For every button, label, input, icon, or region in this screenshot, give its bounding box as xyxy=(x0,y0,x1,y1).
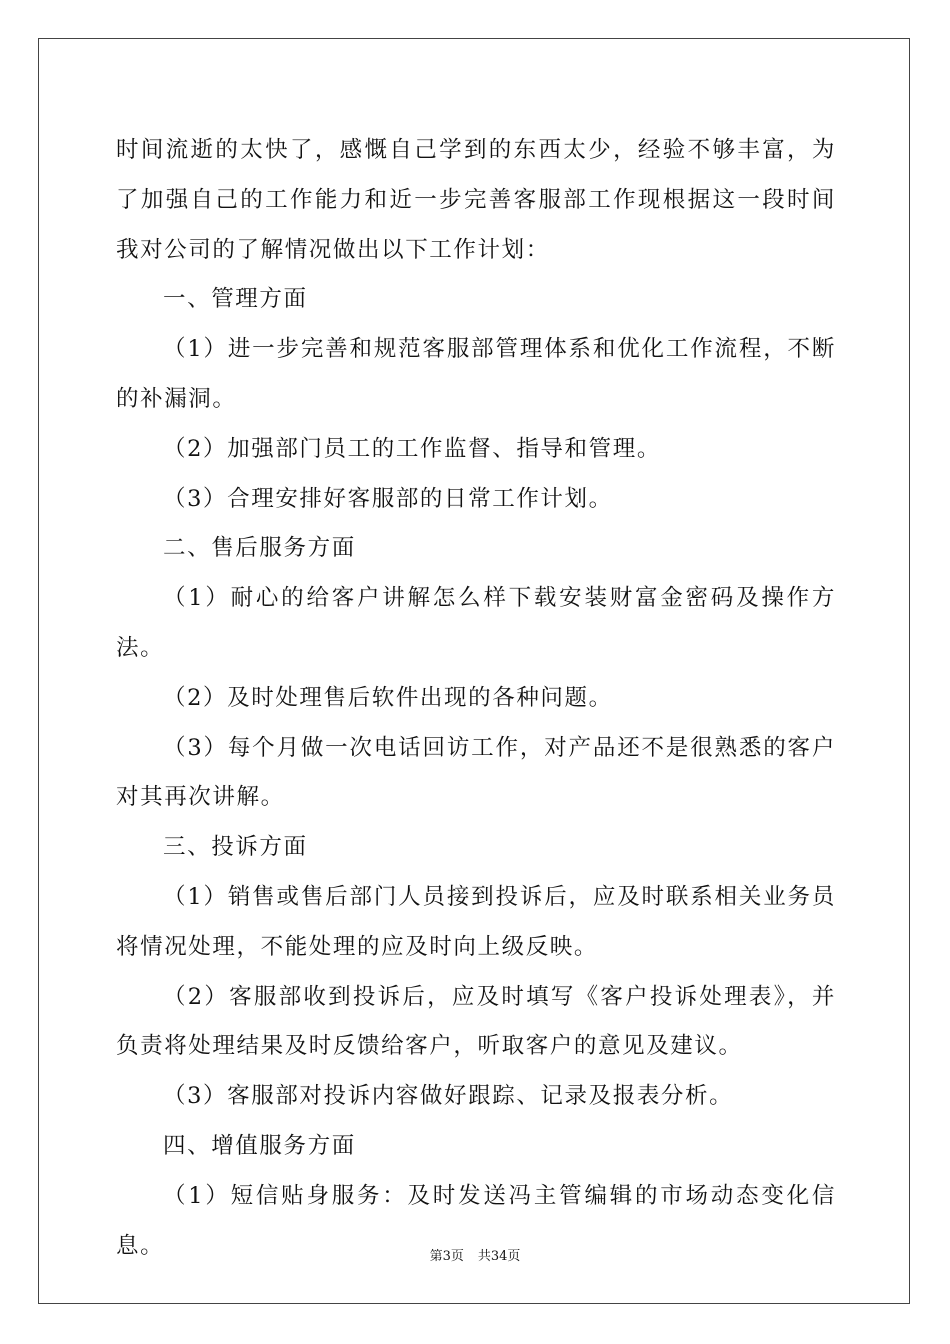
paragraph-item: （2）客服部收到投诉后，应及时填写《客户投诉处理表》，并负责将处理结果及时反馈给客户，听取客户的意见及建议。 xyxy=(116,983,836,1060)
page-footer xyxy=(0,1245,950,1264)
paragraph-item: （3）合理安排好客服部的日常工作计划。 xyxy=(163,485,613,512)
paragraph-item: （2）及时处理售后软件出现的各种问题。 xyxy=(163,684,613,711)
paragraph-item: （1）进一步完善和规范客服部管理体系和优化工作流程，不断的补漏洞。 xyxy=(116,336,836,412)
paragraph-item: （3）每个月做一次电话回访工作，对产品还不是很熟悉的客户对其再次讲解。 xyxy=(116,734,836,811)
section-heading-management: 一、管理方面 xyxy=(163,286,308,313)
paragraph-item: （2）加强部门员工的工作监督、指导和管理。 xyxy=(163,435,661,462)
paragraph-intro: 时间流逝的太快了，感慨自己学到的东西太少，经验不够丰富，为了加强自己的工作能力和近一步完善客服部工作现根据这一段时间我对公司的了解情况做出以下工作计划： xyxy=(116,137,836,263)
document-body xyxy=(116,126,836,1271)
section-heading-after-sales: 二、售后服务方面 xyxy=(163,535,356,562)
paragraph-item: （1）短信贴身服务：及时发送冯主管编辑的市场动态变化信息。 xyxy=(116,1182,836,1259)
section-heading-value-added: 四、增值服务方面 xyxy=(163,1132,356,1159)
paragraph-item: （1）耐心的给客户讲解怎么样下载安装财富金密码及操作方法。 xyxy=(116,585,836,661)
paragraph-item: （1）销售或售后部门人员接到投诉后，应及时联系相关业务员将情况处理，不能处理的应及时向上级反映。 xyxy=(116,883,836,960)
total-pages-label: 共34页 xyxy=(477,1249,521,1264)
current-page-label: 第3页 xyxy=(429,1249,464,1264)
paragraph-item: （3）客服部对投诉内容做好跟踪、记录及报表分析。 xyxy=(163,1083,734,1110)
section-heading-complaints: 三、投诉方面 xyxy=(163,834,308,861)
